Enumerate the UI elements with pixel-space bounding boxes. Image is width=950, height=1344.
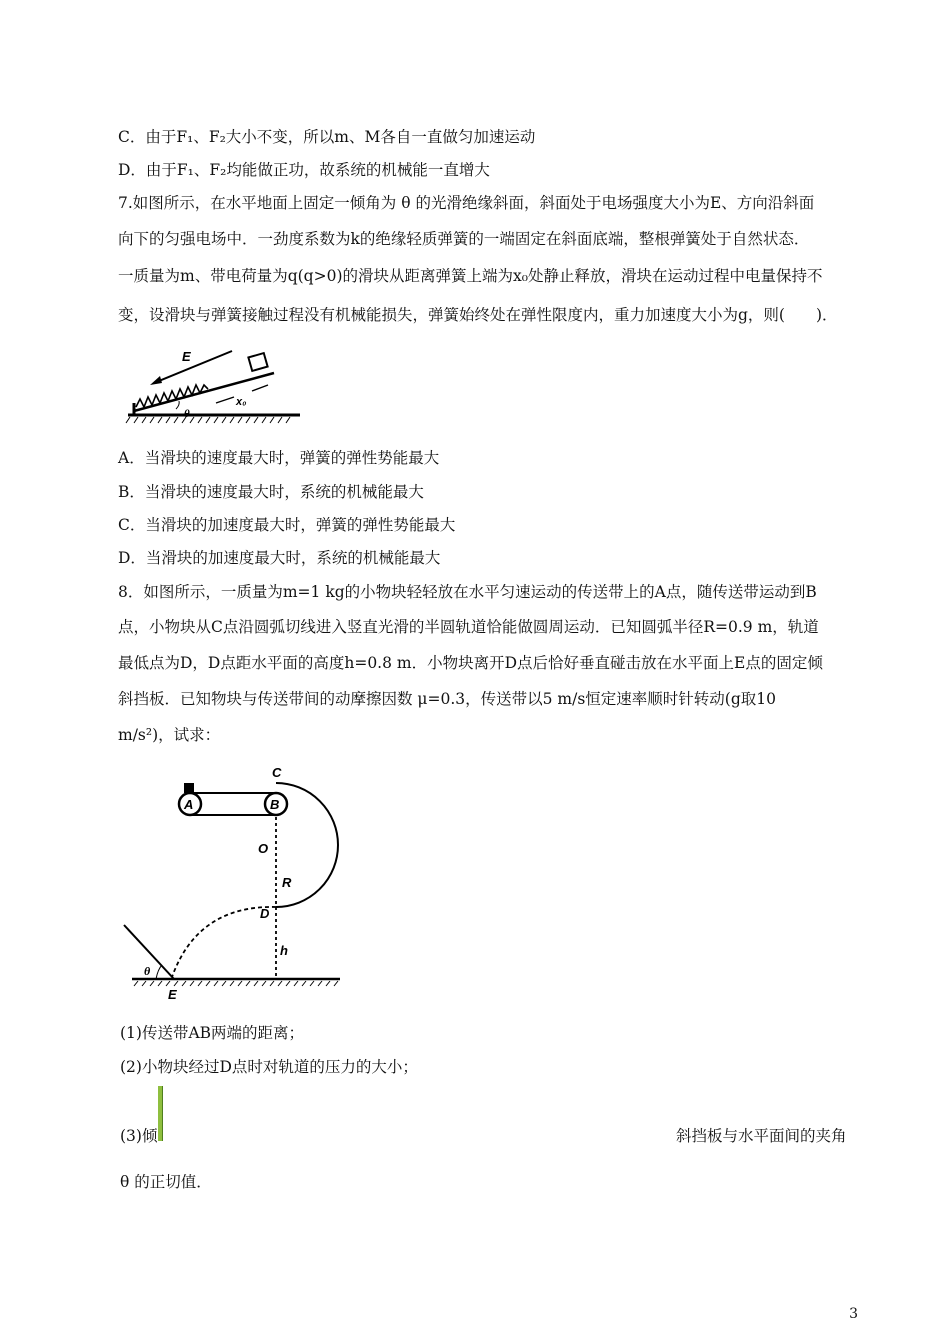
option-b: B．当滑块的速度最大时，系统的机械能最大 xyxy=(118,483,424,501)
fig2-label-D: D xyxy=(260,906,270,921)
incline-spring-figure xyxy=(124,345,304,425)
conveyor-track-figure xyxy=(118,755,343,1005)
question-8-line-2: 点，小物块从C点沿圆弧切线进入竖直光滑的半圆轨道恰能做圆周运动．已知圆弧半径R=0.9 m，轨道 xyxy=(118,618,819,636)
fig2-label-E: E xyxy=(168,987,177,1002)
fig1-label-E: E xyxy=(182,349,191,364)
question-7-line-3: 一质量为m、带电荷量为q(q>0)的滑块从距离弹簧上端为x₀处静止释放，滑块在运动过程中电量保持不 xyxy=(118,267,823,285)
sub-question-3-end: 斜挡板与水平面间的夹角 xyxy=(676,1127,847,1145)
fig2-label-theta: θ xyxy=(144,964,151,978)
fig2-label-O: O xyxy=(258,841,269,856)
sub-question-2: (2)小物块经过D点时对轨道的压力的大小； xyxy=(120,1058,418,1076)
question-8-line-1: 8．如图所示，一质量为m=1 kg的小物块轻轻放在水平匀速运动的传送带上的A点，随传送带运动到B xyxy=(118,583,817,601)
sub-question-1: (1)传送带AB两端的距离； xyxy=(120,1024,305,1042)
fig1-label-x0: x₀ xyxy=(236,396,247,408)
page-number: 3 xyxy=(849,1306,858,1322)
question-7-line-1: 7.如图所示，在水平地面上固定一倾角为 θ 的光滑绝缘斜面，斜面处于电场强度大小为E、方向沿斜面 xyxy=(118,194,815,212)
option-c: C．当滑块的加速度最大时，弹簧的弹性势能最大 xyxy=(118,516,456,534)
question-8-line-4: 斜挡板．已知物块与传送带间的动摩擦因数 μ=0.3，传送带以5 m/s恒定速率顺时针转动(g取10 xyxy=(118,690,776,708)
option-a: A．当滑块的速度最大时，弹簧的弹性势能最大 xyxy=(118,449,440,467)
fig2-label-C: C xyxy=(272,765,282,780)
sub-question-3-continuation: θ 的正切值． xyxy=(120,1173,212,1191)
fig1-label-theta: θ xyxy=(184,408,190,420)
fig2-label-A: A xyxy=(184,797,194,812)
text-line-1: C．由于F₁、F₂大小不变，所以m、M各自一直做匀加速运动 xyxy=(118,128,536,146)
question-8-line-5: m/s²)，试求： xyxy=(118,726,221,744)
question-7-line-4: 变，设滑块与弹簧接触过程没有机械能损失，弹簧始终处在弹性限度内，重力加速度大小为g，则( )． xyxy=(118,306,838,324)
fig2-label-B: B xyxy=(270,797,280,812)
option-d: D．当滑块的加速度最大时，系统的机械能最大 xyxy=(118,549,441,567)
sub-question-3-start: (3)倾 xyxy=(120,1127,158,1145)
question-7-line-2: 向下的匀强电场中．一劲度系数为k的绝缘轻质弹簧的一端固定在斜面底端，整根弹簧处于自然状态． xyxy=(118,230,810,248)
question-8-line-3: 最低点为D，D点距水平面的高度h=0.8 m．小物块离开D点后恰好垂直碰击放在水平面上E点的固定倾 xyxy=(118,654,823,672)
fig2-label-h: h xyxy=(280,943,288,958)
text-line-2: D．由于F₁、F₂均能做正功，故系统的机械能一直增大 xyxy=(118,161,490,179)
fig2-label-R: R xyxy=(282,875,292,890)
green-marker-bar xyxy=(158,1086,163,1141)
